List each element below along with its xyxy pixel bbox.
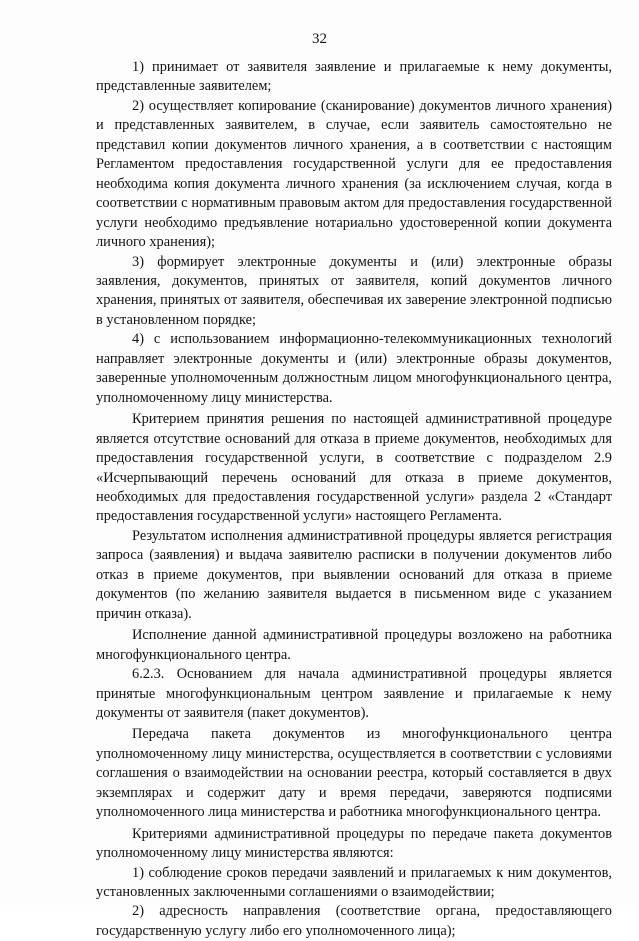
paragraph-section-6-2-3: 6.2.3. Основанием для начала административной процедуры является принятые многофункциональным центром заявление и прилагаемые к нему документы от заявителя (пакет документов). bbox=[96, 666, 612, 721]
paragraph-transfer-criteria: Критериями административной процедуры по передаче пакета документов уполномоченному лицу министерства являются: bbox=[96, 825, 612, 862]
paragraph-procedure-result: Результатом исполнения административной процедуры является регистрация запроса (заявления) и выдача заявителю расписки в получении документов либо отказ в приеме документов, при выявлении оснований для отказа в приеме документов (по желанию заявителя выдается в письменном виде с указанием причин отказа). bbox=[96, 527, 612, 622]
paragraph-item-2-copying-documents: 2) осуществляет копирование (сканирование) документов личного хранения) и представленных заявителем, в случае, если заявитель самостоятельно не представил копии документов личного хранения, а в соответствии с настоящим Регламентом предоставления государственной услуги для ее предоставления необходима копия документа личного хранения (за исключением случая, когда в соответствии с нормативным правовым актом для предоставления государственной услуги необходимо предъявление нотариально удостоверенной копии документа личного хранения); bbox=[96, 97, 612, 251]
paragraph-item-1-receives-application: 1) принимает от заявителя заявление и прилагаемые к нему документы, представленные заявителем; bbox=[96, 59, 612, 95]
paragraph-responsible-employee: Исполнение данной административной процедуры возложено на работника многофункционального центра. bbox=[96, 627, 612, 663]
paragraph-criterion-2-addressing: 2) адресность направления (соответствие органа, предоставляющего государственную услугу либо его уполномоченного лица); bbox=[96, 903, 612, 939]
page-number: 32 bbox=[312, 31, 327, 47]
document-body bbox=[96, 58, 612, 941]
paragraph-package-transfer: Передача пакета документов из многофункционального центра уполномоченному лицу министерства, осуществляется в соответствии с условиями соглашения о взаимодействии на основании реестра, который составляется в двух экземплярах и содержит дату и время передачи, заверяются подписями уполномоченного лица министерства и работника многофункционального центра. bbox=[96, 726, 612, 821]
paragraph-item-3-electronic-documents: 3) формирует электронные документы и (или) электронные образы заявления, документов, принятых от заявителя, копий документов личного хранения, принятых от заявителя, обеспечивая их заверение электронной подписью в установленном порядке; bbox=[96, 253, 612, 328]
paragraph-decision-criterion: Критерием принятия решения по настоящей административной процедуре является отсутствие оснований для отказа в приеме документов, необходимых для предоставления государственной услуги, в соответствие с подразделом 2.9 «Исчерпывающий перечень оснований для отказа в приеме документов, необходимых для предоставления государственной услуги» раздела 2 «Стандарт предоставления государственной услуги» настоящего Регламента. bbox=[96, 411, 612, 525]
paragraph-criterion-1-deadlines: 1) соблюдение сроков передачи заявлений и прилагаемых к ним документов, установленных заключенными соглашениями о взаимодействии; bbox=[96, 864, 612, 901]
paragraph-item-4-sending-documents: 4) с использованием информационно-телекоммуникационных технологий направляет электронные документы и (или) электронные образы документов, заверенные уполномоченным должностным лицом многофункционального центра, уполномоченному лицу министерства. bbox=[96, 331, 612, 406]
